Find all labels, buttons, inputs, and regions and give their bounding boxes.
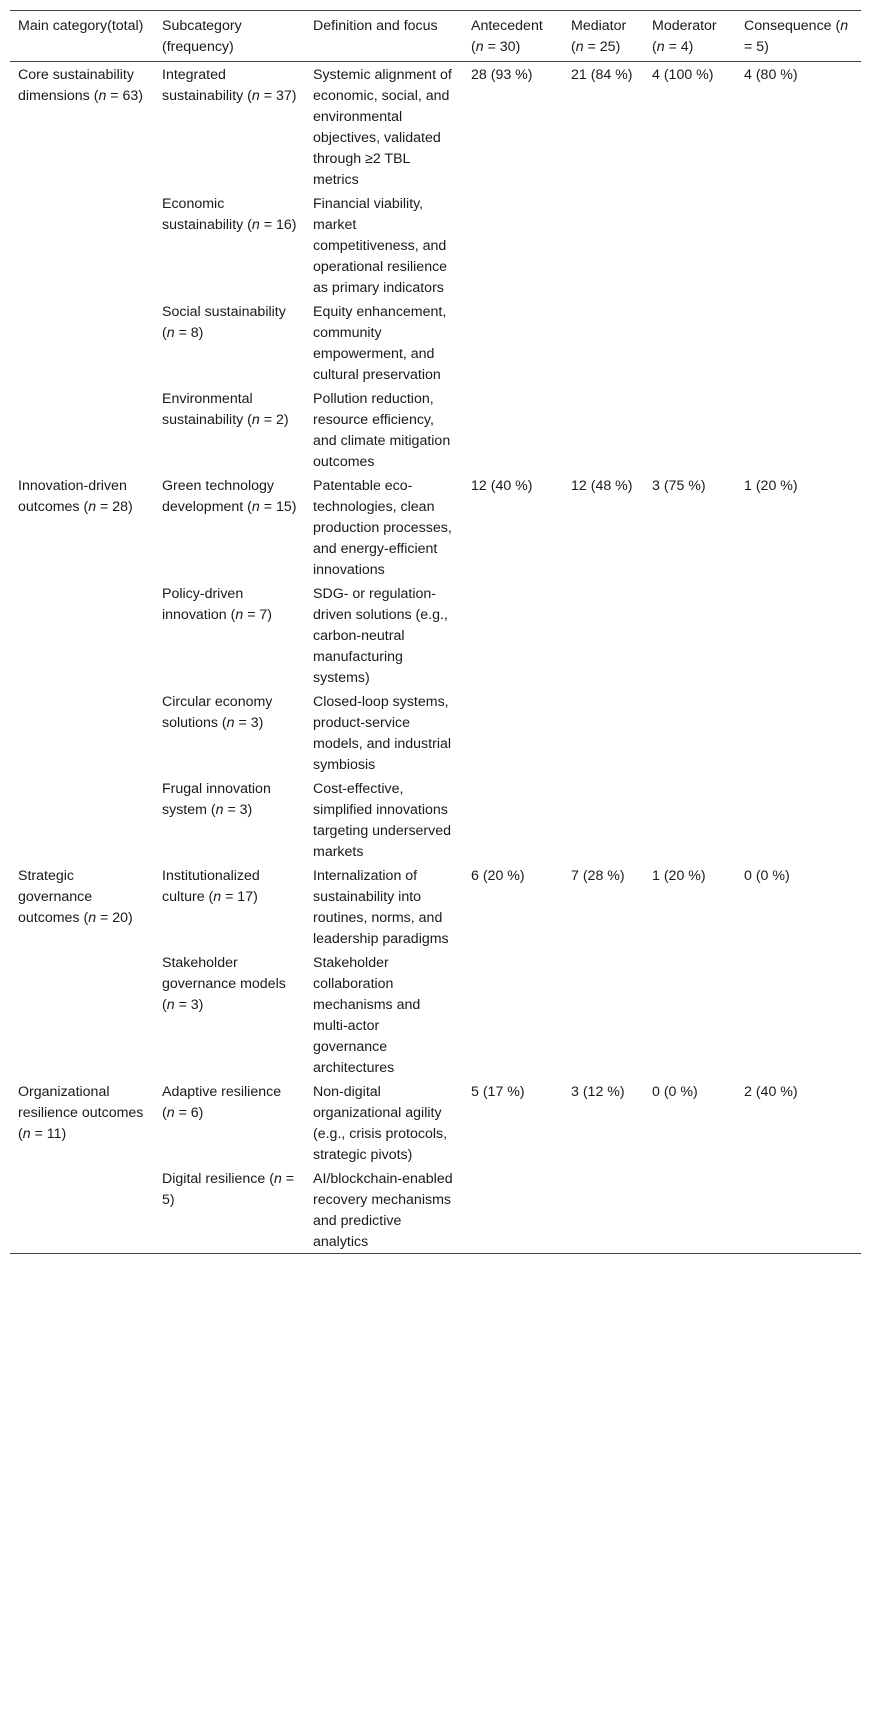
table-header — [10, 11, 861, 62]
moderator-cell: 3 (75 %) — [652, 478, 706, 494]
subcategory-cell: Circular economy solutions (n = 3) — [162, 694, 273, 731]
antecedent-cell: 6 (20 %) — [471, 868, 525, 884]
definition-cell: Patentable eco-technologies, clean production processes, and energy-efficient innovations — [313, 478, 452, 578]
header-count: = 4) — [664, 39, 694, 55]
consequence-cell: 1 (20 %) — [744, 478, 798, 494]
main-category-cell: Strategic governance outcomes (n = 20) — [18, 868, 133, 926]
table-row — [10, 62, 861, 192]
header-text: Main category(total) — [18, 18, 144, 34]
definition-cell: Cost-effective, simplified innovations targeting underserved markets — [313, 781, 452, 860]
header-subcategory — [154, 11, 305, 62]
definition-cell: Systemic alignment of economic, social, and environmental objectives, validated through ≥2 TBL metrics — [313, 67, 452, 188]
mediator-cell: 12 (48 %) — [571, 478, 633, 494]
header-consequence — [736, 11, 861, 62]
definition-cell: Pollution reduction, resource efficiency, and climate mitigation outcomes — [313, 391, 451, 470]
definition-cell: Financial viability, market competitiveness, and operational resilience as primary indicators — [313, 196, 448, 296]
definition-cell: Stakeholder collaboration mechanisms and multi-actor governance architectures — [313, 955, 421, 1076]
header-main-category — [10, 11, 154, 62]
definition-cell: AI/blockchain-enabled recovery mechanisms and predictive analytics — [313, 1171, 453, 1250]
subcategory-cell: Policy-driven innovation (n = 7) — [162, 586, 273, 623]
header-n: n — [840, 18, 849, 34]
definition-cell: SDG- or regulation-driven solutions (e.g., carbon-neutral manufacturing systems) — [313, 586, 448, 686]
antecedent-cell: 12 (40 %) — [471, 478, 533, 494]
header-count: = 5) — [744, 39, 769, 55]
header-definition — [305, 11, 463, 62]
header-n: n — [656, 39, 665, 55]
header-text: Definition and focus — [313, 18, 438, 34]
header-antecedent — [463, 11, 563, 62]
main-category-cell: Organizational resilience outcomes (n = 11) — [18, 1084, 144, 1142]
table-body — [10, 62, 861, 1254]
header-text: Mediator ( — [571, 18, 627, 55]
header-text: Subcategory (frequency) — [162, 18, 242, 55]
definition-cell: Internalization of sustainability into routines, norms, and leadership paradigms — [313, 868, 449, 947]
main-category-cell: Innovation-driven outcomes (n = 28) — [18, 478, 133, 515]
main-category-cell: Core sustainability dimensions (n = 63) — [18, 67, 144, 104]
mediator-cell: 3 (12 %) — [571, 1084, 625, 1100]
header-n: n — [575, 39, 584, 55]
subcategory-cell: Economic sustainability (n = 16) — [162, 196, 297, 233]
consequence-cell: 2 (40 %) — [744, 1084, 798, 1100]
antecedent-cell: 28 (93 %) — [471, 67, 533, 83]
definition-cell: Closed-loop systems, product-service models, and industrial symbiosis — [313, 694, 452, 773]
subcategory-cell: Frugal innovation system (n = 3) — [162, 781, 271, 818]
data-table — [10, 10, 861, 1254]
header-n: n — [475, 39, 484, 55]
header-count: = 30) — [483, 39, 521, 55]
subcategory-cell: Institutionalized culture (n = 17) — [162, 868, 260, 905]
table-row — [10, 1079, 861, 1166]
subcategory-cell: Adaptive resilience (n = 6) — [162, 1084, 282, 1121]
definition-cell: Non-digital organizational agility (e.g., crisis protocols, strategic pivots) — [313, 1084, 448, 1163]
subcategory-cell: Digital resilience (n = 5) — [162, 1171, 295, 1208]
header-moderator — [644, 11, 736, 62]
header-text: Antecedent ( — [471, 18, 543, 55]
table-row — [10, 473, 861, 581]
consequence-cell: 0 (0 %) — [744, 868, 790, 884]
subcategory-cell: Green technology development (n = 15) — [162, 478, 297, 515]
moderator-cell: 4 (100 %) — [652, 67, 714, 83]
antecedent-cell: 5 (17 %) — [471, 1084, 525, 1100]
moderator-cell: 0 (0 %) — [652, 1084, 698, 1100]
subcategory-cell: Social sustainability (n = 8) — [162, 304, 286, 341]
header-row — [10, 11, 861, 62]
table-container — [10, 10, 861, 1254]
subcategory-cell: Stakeholder governance models (n = 3) — [162, 955, 286, 1013]
moderator-cell: 1 (20 %) — [652, 868, 706, 884]
consequence-cell: 4 (80 %) — [744, 67, 798, 83]
header-text: Moderator ( — [652, 18, 717, 55]
header-text: Consequence ( — [744, 18, 841, 34]
table-row — [10, 863, 861, 950]
mediator-cell: 7 (28 %) — [571, 868, 625, 884]
header-count: = 25) — [583, 39, 621, 55]
definition-cell: Equity enhancement, community empowerment, and cultural preservation — [313, 304, 447, 383]
mediator-cell: 21 (84 %) — [571, 67, 633, 83]
subcategory-cell: Environmental sustainability (n = 2) — [162, 391, 289, 428]
subcategory-cell: Integrated sustainability (n = 37) — [162, 67, 297, 104]
header-mediator — [563, 11, 644, 62]
